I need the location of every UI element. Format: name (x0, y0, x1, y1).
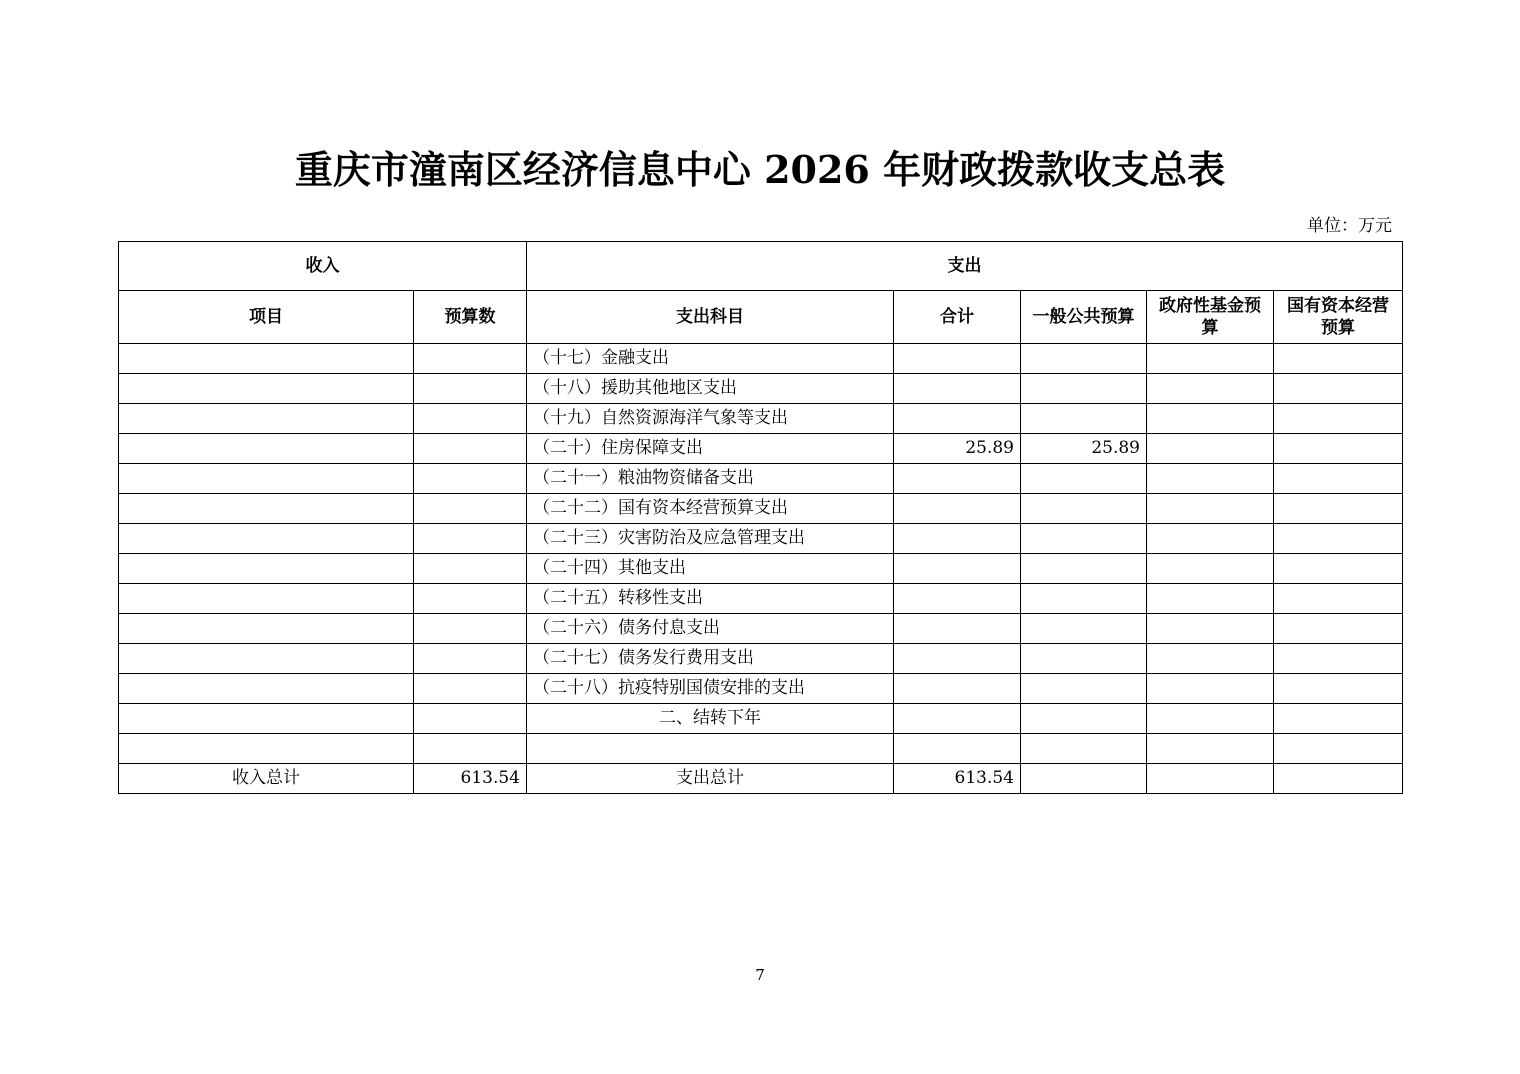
item-cell (119, 494, 414, 524)
general-budget-cell (1021, 554, 1147, 584)
capital-budget-cell (1274, 524, 1403, 554)
capital-budget-cell (1274, 494, 1403, 524)
page-number: 7 (755, 966, 765, 984)
table-row (119, 734, 1403, 764)
general-budget-cell (1021, 524, 1147, 554)
fund-budget-cell (1147, 464, 1274, 494)
budget-cell (414, 554, 527, 584)
total-cell (894, 674, 1021, 704)
general-budget-cell (1021, 374, 1147, 404)
table-row (119, 704, 1403, 734)
item-cell (119, 524, 414, 554)
item-cell (119, 644, 414, 674)
budget-cell (414, 374, 527, 404)
budget-cell (414, 614, 527, 644)
fund-budget-cell (1147, 344, 1274, 374)
fund-budget-cell (1147, 614, 1274, 644)
total-cell (894, 344, 1021, 374)
subject-cell: （二十二）国有资本经营预算支出 (527, 494, 894, 524)
capital-budget-cell (1274, 374, 1403, 404)
budget-cell (414, 734, 527, 764)
general-public-budget-header: 一般公共预算 (1021, 291, 1147, 344)
total-cell (894, 464, 1021, 494)
total-cell (894, 524, 1021, 554)
item-cell (119, 734, 414, 764)
item-cell (119, 464, 414, 494)
total-cell (894, 644, 1021, 674)
general-budget-cell (1021, 404, 1147, 434)
fund-budget-cell (1147, 434, 1274, 464)
total-cell (894, 584, 1021, 614)
item-header: 项目 (119, 291, 414, 344)
general-budget-cell (1021, 704, 1147, 734)
budget-table (118, 241, 1403, 794)
budget-cell (414, 524, 527, 554)
fund-budget-cell (1147, 644, 1274, 674)
budget-cell (414, 434, 527, 464)
total-fund-cell (1147, 764, 1274, 794)
total-cell (894, 704, 1021, 734)
total-header: 合计 (894, 291, 1021, 344)
fund-budget-cell (1147, 494, 1274, 524)
table-row (119, 614, 1403, 644)
table-body (119, 344, 1403, 764)
table-row (119, 464, 1403, 494)
item-cell (119, 374, 414, 404)
item-cell (119, 674, 414, 704)
capital-budget-cell (1274, 614, 1403, 644)
table-row (119, 434, 1403, 464)
capital-budget-cell (1274, 464, 1403, 494)
subject-cell: （二十）住房保障支出 (527, 434, 894, 464)
expense-subject-header: 支出科目 (527, 291, 894, 344)
totals-row (119, 764, 1403, 794)
subject-cell: 二、结转下年 (527, 704, 894, 734)
capital-budget-cell (1274, 554, 1403, 584)
table-row (119, 554, 1403, 584)
subject-cell: （二十一）粮油物资储备支出 (527, 464, 894, 494)
subject-cell: （二十三）灾害防治及应急管理支出 (527, 524, 894, 554)
fund-budget-cell (1147, 374, 1274, 404)
capital-budget-cell (1274, 704, 1403, 734)
fund-budget-cell (1147, 404, 1274, 434)
budget-cell (414, 404, 527, 434)
fund-budget-cell (1147, 554, 1274, 584)
general-budget-cell (1021, 344, 1147, 374)
table-row (119, 674, 1403, 704)
subject-cell (527, 734, 894, 764)
total-cell (894, 614, 1021, 644)
item-cell (119, 344, 414, 374)
item-cell (119, 584, 414, 614)
subject-cell: （十八）援助其他地区支出 (527, 374, 894, 404)
budget-cell (414, 674, 527, 704)
table-row (119, 584, 1403, 614)
general-budget-cell (1021, 494, 1147, 524)
item-cell (119, 404, 414, 434)
fund-budget-cell (1147, 734, 1274, 764)
total-general-cell (1021, 764, 1147, 794)
subject-cell: （十九）自然资源海洋气象等支出 (527, 404, 894, 434)
capital-budget-cell (1274, 644, 1403, 674)
table-row (119, 494, 1403, 524)
government-fund-budget-header: 政府性基金预算 (1147, 291, 1274, 344)
income-total-value: 613.54 (414, 764, 527, 794)
unit-label: 单位：万元 (1307, 216, 1392, 236)
general-budget-cell (1021, 674, 1147, 704)
capital-budget-cell (1274, 344, 1403, 374)
subject-cell: （二十七）债务发行费用支出 (527, 644, 894, 674)
item-cell (119, 434, 414, 464)
total-cell (894, 734, 1021, 764)
general-budget-cell: 25.89 (1021, 434, 1147, 464)
table-row (119, 524, 1403, 554)
table-row (119, 374, 1403, 404)
header-row-sub (119, 291, 1403, 344)
subject-cell: （二十八）抗疫特别国债安排的支出 (527, 674, 894, 704)
general-budget-cell (1021, 644, 1147, 674)
total-cell (894, 374, 1021, 404)
item-cell (119, 554, 414, 584)
budget-cell (414, 344, 527, 374)
income-total-label: 收入总计 (119, 764, 414, 794)
subject-cell: （十七）金融支出 (527, 344, 894, 374)
budget-cell (414, 464, 527, 494)
state-capital-budget-header: 国有资本经营预算 (1274, 291, 1403, 344)
table-row (119, 404, 1403, 434)
general-budget-cell (1021, 614, 1147, 644)
total-cell (894, 494, 1021, 524)
total-cell (894, 554, 1021, 584)
capital-budget-cell (1274, 404, 1403, 434)
subject-cell: （二十五）转移性支出 (527, 584, 894, 614)
capital-budget-cell (1274, 734, 1403, 764)
budget-cell (414, 704, 527, 734)
expense-total-label: 支出总计 (527, 764, 894, 794)
capital-budget-cell (1274, 584, 1403, 614)
general-budget-cell (1021, 734, 1147, 764)
general-budget-cell (1021, 464, 1147, 494)
capital-budget-cell (1274, 434, 1403, 464)
page-title: 重庆市潼南区经济信息中心 2026 年财政拨款收支总表 (294, 147, 1226, 192)
general-budget-cell (1021, 584, 1147, 614)
header-row-top (119, 242, 1403, 291)
income-header: 收入 (119, 242, 527, 291)
item-cell (119, 614, 414, 644)
budget-cell (414, 494, 527, 524)
total-cell: 25.89 (894, 434, 1021, 464)
subject-cell: （二十六）债务付息支出 (527, 614, 894, 644)
budget-amount-header: 预算数 (414, 291, 527, 344)
fund-budget-cell (1147, 524, 1274, 554)
fund-budget-cell (1147, 704, 1274, 734)
total-capital-cell (1274, 764, 1403, 794)
table-row (119, 644, 1403, 674)
expense-total-value: 613.54 (894, 764, 1021, 794)
capital-budget-cell (1274, 674, 1403, 704)
table-row (119, 344, 1403, 374)
fund-budget-cell (1147, 674, 1274, 704)
total-cell (894, 404, 1021, 434)
fund-budget-cell (1147, 584, 1274, 614)
expenditure-header: 支出 (527, 242, 1403, 291)
budget-cell (414, 584, 527, 614)
item-cell (119, 704, 414, 734)
subject-cell: （二十四）其他支出 (527, 554, 894, 584)
budget-cell (414, 644, 527, 674)
